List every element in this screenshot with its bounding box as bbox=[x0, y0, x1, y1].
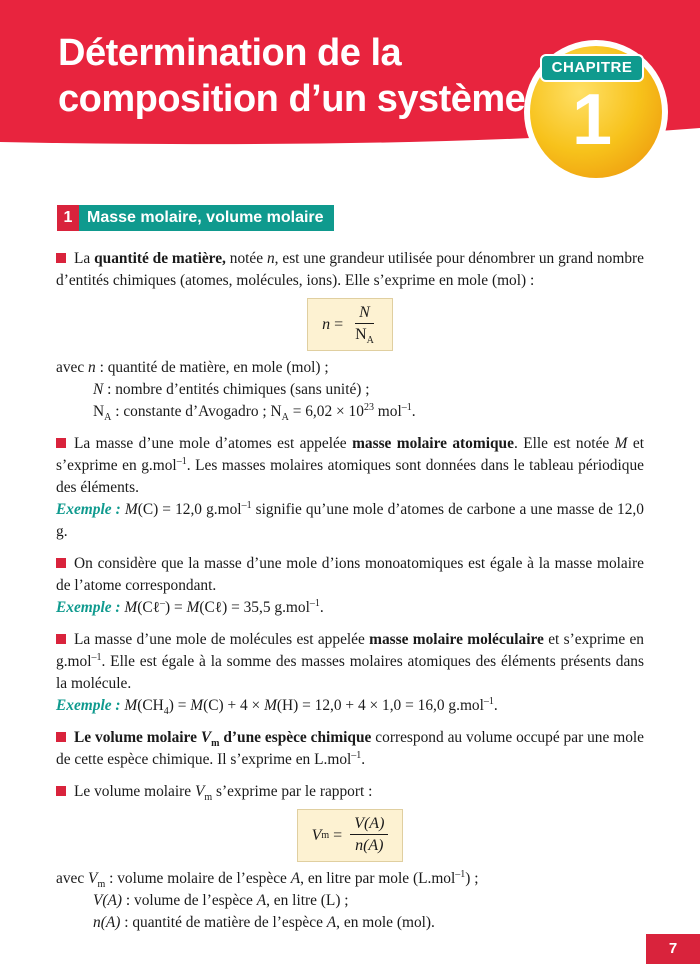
page-number: 7 bbox=[646, 934, 700, 964]
red-bullet-icon bbox=[56, 786, 66, 796]
definitions-n: avec n : quantité de matière, en mole (mol) ; bbox=[56, 359, 329, 376]
formula-vm bbox=[56, 809, 644, 862]
definition-line: N : nombre d’entités chimiques (sans unité) ; bbox=[93, 381, 370, 398]
paragraph-quantite-matiere: La quantité de matière, notée n, est une grandeur utilisée pour dénombrer un grand nombre d’entités chimiques (atomes, molécules, ions). Elle s’exprime en mole (mol) : bbox=[56, 250, 644, 289]
formula-box: n = $\frac{N}{N_A}$ bbox=[307, 298, 393, 351]
example-carbone: Exemple : M(C) = 12,0 g.mol$^{-1}$ signifie qu’une mole d’atomes de carbone a une masse de 12,0 g. bbox=[56, 499, 644, 540]
red-bullet-icon bbox=[56, 253, 66, 263]
red-bullet-icon bbox=[56, 558, 66, 568]
paragraph-masse-molaire-atomique: La masse d’une mole d’atomes est appelée masse molaire atomique. Elle est notée M et s’exprime en g.mol$^{-1}$. Les masses molaires atomiques sont données dans le tableau périodique des éléments. bbox=[56, 435, 645, 496]
chapter-number: 1 bbox=[571, 80, 613, 160]
chapter-header bbox=[0, 0, 700, 180]
section-number: 1 bbox=[57, 205, 79, 231]
chapter-title: Détermination de la composition d’un système bbox=[58, 32, 526, 120]
red-bullet-icon bbox=[56, 732, 66, 742]
fraction: $\frac{V(A)}{n(A)}$ bbox=[350, 814, 388, 857]
red-bullet-icon bbox=[56, 634, 66, 644]
chapter-label: CHAPITRE bbox=[540, 54, 644, 82]
fraction: $\frac{N}{N_A}$ bbox=[355, 304, 374, 347]
paragraph-ions: On considère que la masse d’une mole d’ions monoatomiques est égale à la masse molaire de l’atome correspondant. bbox=[56, 555, 644, 594]
lesson-content bbox=[56, 248, 644, 934]
definitions-vm: avec $V_m$ : volume molaire de l’espèce A, en litre par mole (L.mol$^{-1}$) ; bbox=[56, 868, 479, 891]
formula-n bbox=[56, 298, 644, 351]
definition-line: n(A) : quantité de matière de l’espèce A, en mole (mol). bbox=[93, 914, 435, 931]
definition-line: $N_A$ : constante d’Avogadro ; $N_A = 6,02 \times 10^{23}$ mol$^{-1}$. bbox=[93, 401, 416, 424]
formula-box: V m = $\frac{V(A)}{n(A)}$ bbox=[297, 809, 404, 862]
paragraph-rapport: Le volume molaire $V_m$ s’exprime par le rapport : bbox=[56, 781, 644, 803]
section-heading bbox=[57, 205, 334, 231]
example-methane: Exemple : $M(CH_4) = M(C) + 4 \times M(H) = 12,0 + 4 \times 1,0 = 16,0$ g.mol$^{-1}$. bbox=[56, 695, 498, 718]
paragraph-volume-molaire: Le volume molaire $V_m$ d’une espèce chimique correspond au volume occupé par une mole de cette espèce chimique. Il s’exprime en L.mol$^{-1}$. bbox=[56, 729, 645, 768]
section-title: Masse molaire, volume molaire bbox=[79, 205, 334, 231]
red-bullet-icon bbox=[56, 438, 66, 448]
definition-line: V(A) : volume de l’espèce A, en litre (L) ; bbox=[93, 892, 349, 909]
paragraph-masse-molaire-moleculaire: La masse d’une mole de molécules est appelée masse molaire moléculaire et s’exprime en g.mol$^{-1}$. Elle est égale à la somme des masses molaires atomiques des éléments présents dans la molécule. bbox=[56, 631, 645, 692]
example-chlore: Exemple : M(Cℓ–) = M(Cℓ) = 35,5 g.mol$^{-1}$. bbox=[56, 597, 324, 616]
